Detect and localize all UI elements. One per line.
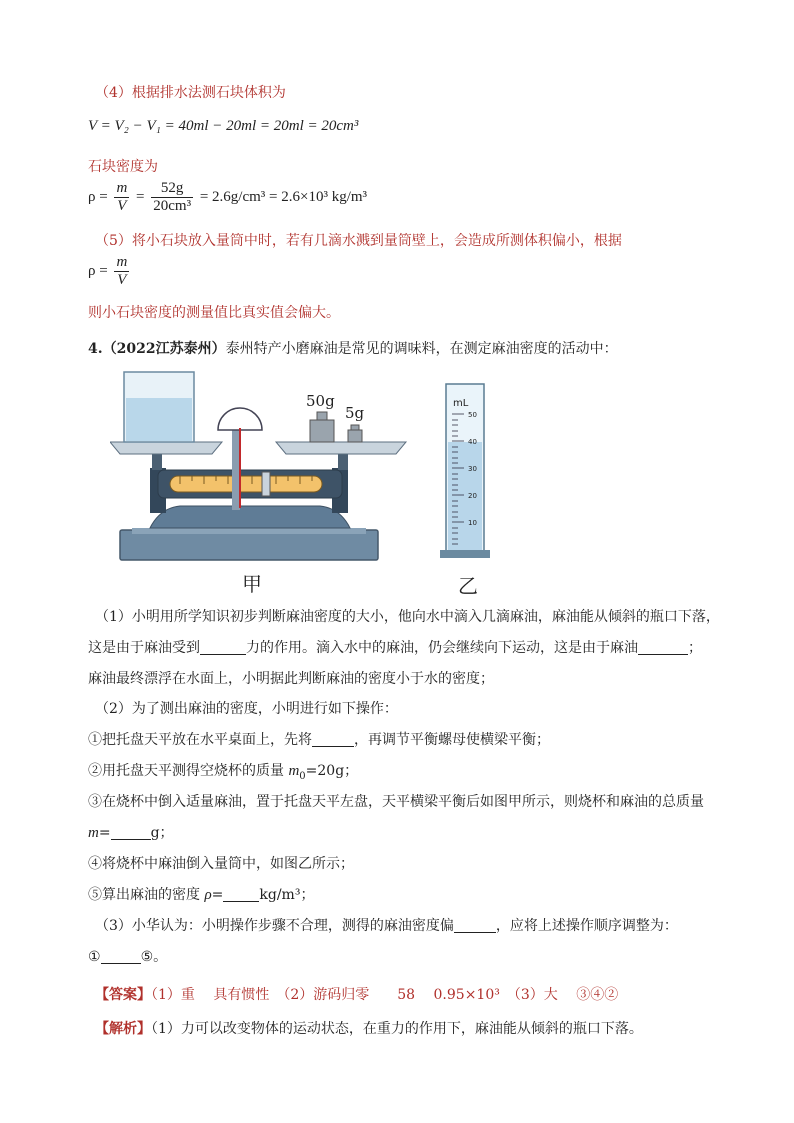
density-num: m [116,180,128,196]
step-4: ④将烧杯中麻油倒入量筒中，如图乙所示； [88,856,354,872]
cylinder-figure [440,380,496,560]
step-5: ⑤算出麻油的密度 ρ= kg/m³； [88,887,315,903]
sub2-heading: （2）为了测出麻油的密度，小明进行如下操作： [95,701,398,717]
order-line: ① ⑤。 [88,949,168,965]
question-source: （2022江苏泰州） [102,341,226,357]
blank-6[interactable] [454,918,496,933]
density-formula: ρ = $\frac{m}{V}$ [88,254,128,288]
answer-tag: 【答案】 [95,987,151,1003]
sub1-line-a: （1）小明用所学知识初步判断麻油密度的大小，他向水中滴入几滴麻油，麻油能从倾斜的瓶口下落， [95,609,720,625]
blank-5[interactable] [223,887,259,902]
tick-label: 10 [468,519,477,527]
blank-2[interactable] [638,640,688,655]
tick-label: 40 [468,438,477,446]
question-number: 4. [88,341,103,357]
tick-label: 50 [468,411,477,419]
volume-equation: V = V₂ − V₁ = 40ml − 20ml = 20ml = 20cm³ [88,118,359,134]
density-result: = 2.6g/cm³ = 2.6×10³ kg/m³ [199,188,368,205]
blank-4[interactable] [111,825,151,840]
blank-7[interactable] [101,949,141,964]
balance-base [120,530,378,560]
part5-text: （5）将小石块放入量筒中时，若有几滴水溅到量筒壁上，会造成所测体积偏小，根据 [95,233,622,249]
rider [262,472,270,496]
answer-text: （1）重 具有惯性 （2）游码归零 58 0.95×10³ （3）大 ③④② [151,987,619,1003]
beam-scale [170,476,322,492]
part5-conclusion: 则小石块密度的测量值比真实值会偏大。 [88,305,340,321]
step-2: ②用托盘天平测得空烧杯的质量 $m_0=20g$； [88,763,359,782]
tick-label: 30 [468,465,477,473]
part4-heading: （4）根据排水法测石块体积为 [95,85,286,101]
density-den: V [117,198,127,214]
blank-3[interactable] [312,732,354,747]
sub1-line-c: 麻油最终漂浮在水面上，小明据此判断麻油的密度小于水的密度； [88,671,494,687]
density-equation: ρ = $\frac{m}{V}$ = $\frac{52g}{\text{20cm³}}$ = 2.6g/cm³ = 2.6×10³ kg/m³ [88,180,368,214]
analysis-tag: 【解析】 [95,1021,151,1037]
answer-line [95,984,618,1004]
formula-num: m [116,254,128,270]
blank-1[interactable] [200,640,246,655]
right-pan [276,442,406,454]
figure-label-b: 乙 [458,574,478,598]
step-1: ①把托盘天平放在水平桌面上，先将 ，再调节平衡螺母使横梁平衡； [88,732,550,748]
weight-5g [348,430,362,442]
analysis-line [95,1018,643,1038]
step-3: ③在烧杯中倒入适量麻油，置于托盘天平左盘，天平横梁平衡后如图甲所示，则烧杯和麻油的总质量 [88,794,704,810]
figure-label-a: 甲 [242,572,262,596]
sub1-line-b: 这是由于麻油受到 力的作用。滴入水中的麻油，仍会继续向下运动，这是由于麻油 ； [88,640,702,656]
density-label: 石块密度为 [88,159,158,175]
balance-figure [110,368,410,563]
density-den2: 20cm³ [153,198,192,214]
analysis-text: （1）力可以改变物体的运动状态，在重力的作用下，麻油能从倾斜的瓶口下落。 [151,1021,643,1037]
question-4-stem: 4.（2022江苏泰州）泰州特产小磨麻油是常见的调味料，在测定麻油密度的活动中： [88,341,618,357]
sub3: （3）小华认为：小明操作步骤不合理，测得的麻油密度偏 ，应将上述操作顺序调整为： [95,918,678,934]
weight-50g [310,420,334,442]
formula-den: V [117,272,127,288]
weight-5g-label: 5g [345,404,365,422]
cylinder-unit: mL [453,398,469,409]
weight-50g-label: 50g [306,392,335,410]
step-3-mass: m= g； [88,825,174,841]
tick-label: 20 [468,492,477,500]
left-pan [110,442,222,454]
density-num2: 52g [151,180,193,198]
